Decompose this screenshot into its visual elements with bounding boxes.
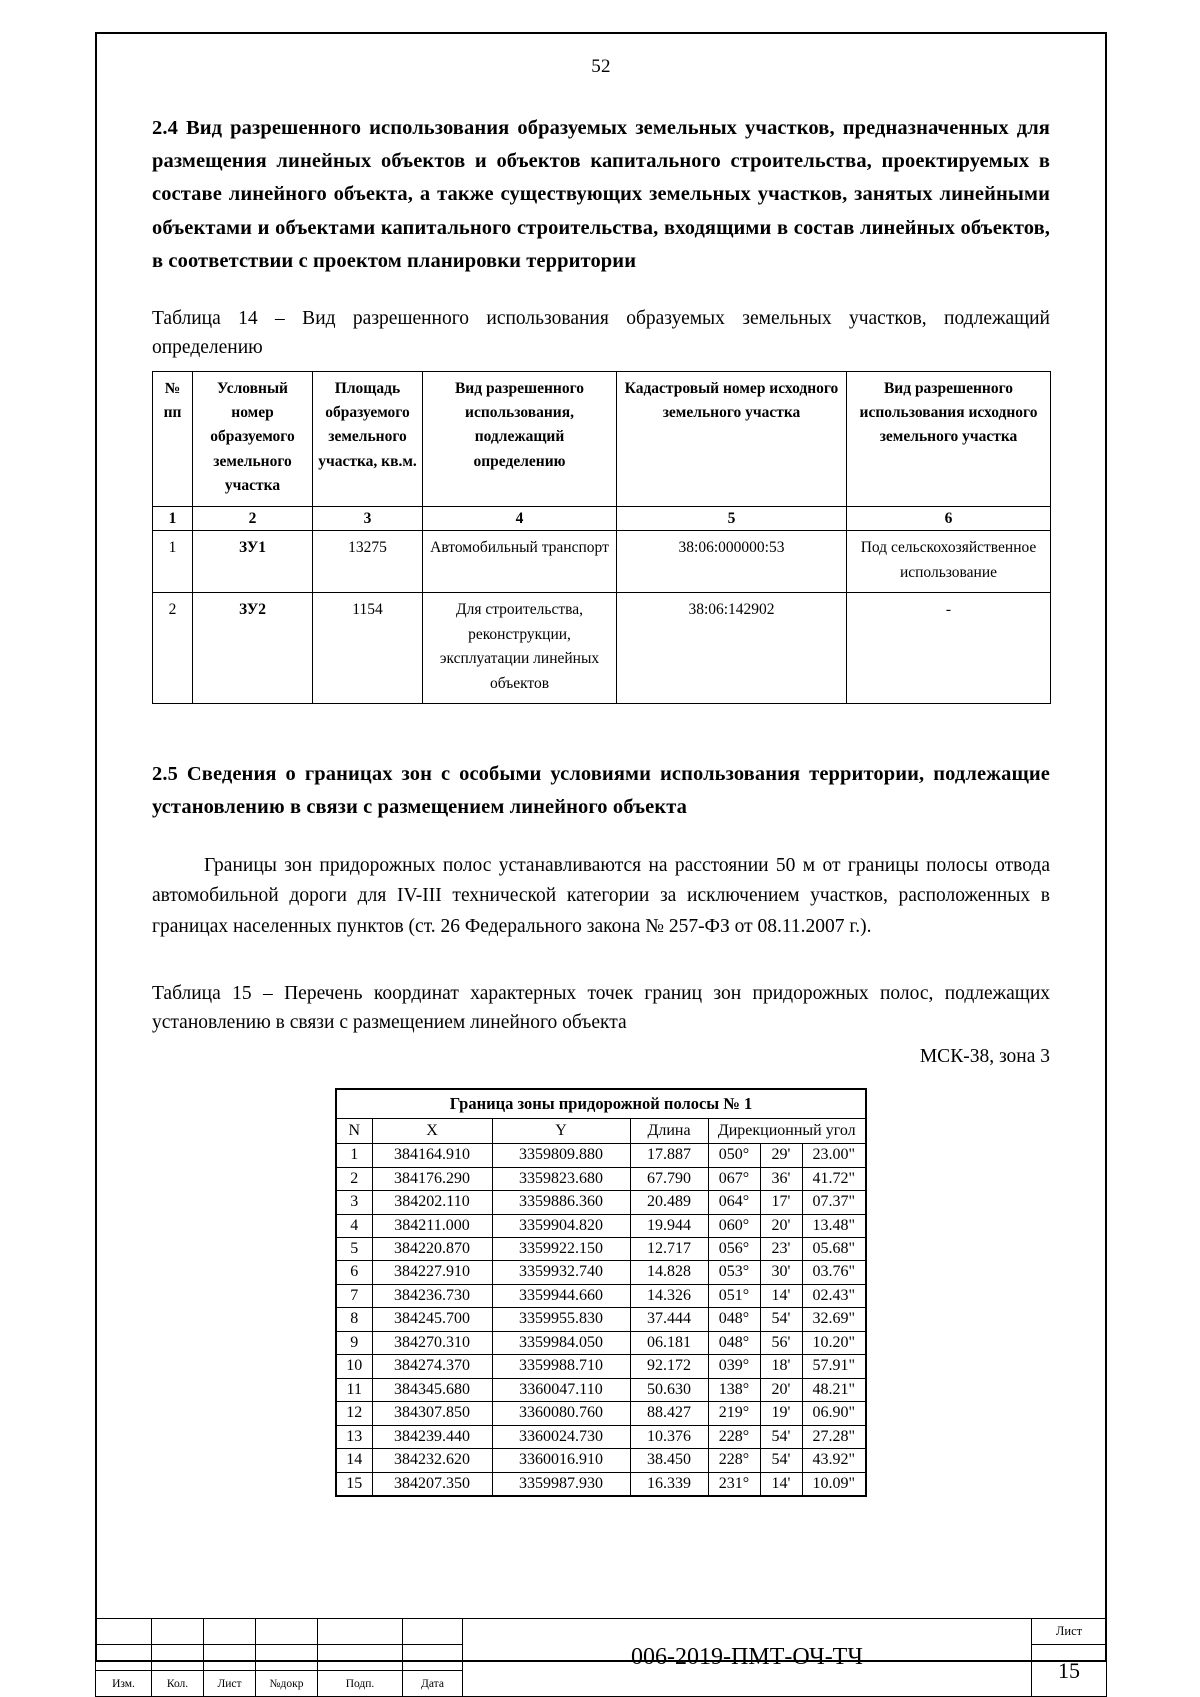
table-14-cell-cond-number: ЗУ1 <box>193 531 313 593</box>
cell-deg: 067° <box>708 1167 760 1190</box>
cell-deg: 053° <box>708 1261 760 1284</box>
cell-n: 7 <box>336 1284 372 1307</box>
section-2-4-heading: 2.4 Вид разрешенного использования образуемых земельных участков, предназначенных для размещения линейных объектов и объектов капитального строительства, проектируемых в составе линейного объекта, а также существующих земельных участков, занятых линейными объектами и объектами капитального строительства, входящими в состав линейных объектов, в соответствии с проектом планировки территории <box>152 117 1050 272</box>
cell-min: 54' <box>760 1449 802 1472</box>
table-row <box>336 1378 866 1401</box>
cell-y: 3360080.760 <box>492 1402 630 1425</box>
cell-x: 384211.000 <box>372 1214 492 1237</box>
cell-x: 384307.850 <box>372 1402 492 1425</box>
table-14-column-index: 4 <box>423 506 617 530</box>
sheet-number: 15 <box>1032 1645 1107 1697</box>
table-14-column-index: 2 <box>193 506 313 530</box>
cell-deg: 219° <box>708 1402 760 1425</box>
cell-n: 10 <box>336 1355 372 1378</box>
cell-x: 384164.910 <box>372 1144 492 1167</box>
table-row <box>336 1425 866 1448</box>
table-14-cell-area: 13275 <box>313 531 423 593</box>
table-15-header-row <box>336 1118 866 1143</box>
cell-min: 30' <box>760 1261 802 1284</box>
cell-min: 36' <box>760 1167 802 1190</box>
table-14-cell-cond-number: ЗУ2 <box>193 593 313 704</box>
cell-min: 14' <box>760 1284 802 1307</box>
stamp-col-kol: Кол. <box>152 1671 204 1697</box>
stamp-cell <box>152 1645 204 1671</box>
cell-sec: 03.76" <box>802 1261 866 1284</box>
table-14 <box>152 371 1051 705</box>
stamp-cell <box>256 1645 318 1671</box>
section-2-5-heading: 2.5 Сведения о границах зон с особыми условиями использования территории, подлежащие установлению в связи с размещением линейного объекта <box>152 763 1050 819</box>
cell-deg: 228° <box>708 1425 760 1448</box>
cell-len: 67.790 <box>630 1167 708 1190</box>
spacer <box>152 943 1050 979</box>
table-row <box>153 531 1051 593</box>
stamp-col-ndok: №докр <box>256 1671 318 1697</box>
cell-x: 384239.440 <box>372 1425 492 1448</box>
table-14-cell-cadastral-number: 38:06:142902 <box>617 593 847 704</box>
cell-y: 3359984.050 <box>492 1331 630 1354</box>
cell-sec: 48.21" <box>802 1378 866 1401</box>
cell-deg: 060° <box>708 1214 760 1237</box>
table-15-header-y: Y <box>492 1118 630 1143</box>
cell-sec: 10.20" <box>802 1331 866 1354</box>
stamp-cell <box>403 1619 463 1645</box>
cell-sec: 41.72" <box>802 1167 866 1190</box>
cell-sec: 07.37" <box>802 1191 866 1214</box>
cell-deg: 138° <box>708 1378 760 1401</box>
stamp-row-empty-1 <box>96 1619 1107 1645</box>
cell-deg: 048° <box>708 1308 760 1331</box>
table-14-numbering-row <box>153 506 1051 530</box>
spacer <box>152 1068 1050 1088</box>
cell-deg: 048° <box>708 1331 760 1354</box>
table-row <box>336 1261 866 1284</box>
cell-sec: 43.92" <box>802 1449 866 1472</box>
cell-deg: 039° <box>708 1355 760 1378</box>
cell-sec: 57.91" <box>802 1355 866 1378</box>
cell-sec: 32.69" <box>802 1308 866 1331</box>
table-row <box>336 1167 866 1190</box>
table-14-header-cell: Кадастровый номер исходного земельного участка <box>617 371 847 506</box>
table-row <box>336 1308 866 1331</box>
cell-y: 3360024.730 <box>492 1425 630 1448</box>
cell-n: 1 <box>336 1144 372 1167</box>
cell-n: 4 <box>336 1214 372 1237</box>
stamp-col-podp: Подп. <box>318 1671 403 1697</box>
cell-len: 10.376 <box>630 1425 708 1448</box>
table-15-caption: Таблица 15 – Перечень координат характерных точек границ зон придорожных полос, подлежащих установлению в связи с размещением линейного объекта <box>152 983 1050 1034</box>
cell-deg: 051° <box>708 1284 760 1307</box>
cell-n: 5 <box>336 1237 372 1260</box>
cell-x: 384227.910 <box>372 1261 492 1284</box>
table-15-title: Граница зоны придорожной полосы № 1 <box>336 1089 866 1119</box>
stamp-cell <box>204 1619 256 1645</box>
cell-min: 20' <box>760 1214 802 1237</box>
table-14-header-row <box>153 371 1051 506</box>
cell-y: 3359809.880 <box>492 1144 630 1167</box>
table-row <box>336 1144 866 1167</box>
table-15-body <box>336 1144 866 1497</box>
stamp-cell <box>318 1645 403 1671</box>
cell-len: 17.887 <box>630 1144 708 1167</box>
coordinate-system-label: МСК-38, зона 3 <box>919 1045 1050 1067</box>
table-row <box>336 1237 866 1260</box>
table-14-cell-area: 1154 <box>313 593 423 704</box>
cell-y: 3359987.930 <box>492 1472 630 1496</box>
cell-y: 3359944.660 <box>492 1284 630 1307</box>
table-14-cell-source-use: - <box>847 593 1051 704</box>
cell-n: 13 <box>336 1425 372 1448</box>
cell-y: 3359988.710 <box>492 1355 630 1378</box>
spacer <box>152 704 1050 758</box>
cell-len: 20.489 <box>630 1191 708 1214</box>
cell-n: 15 <box>336 1472 372 1496</box>
cell-min: 23' <box>760 1237 802 1260</box>
cell-min: 14' <box>760 1472 802 1496</box>
cell-len: 06.181 <box>630 1331 708 1354</box>
cell-x: 384232.620 <box>372 1449 492 1472</box>
cell-n: 8 <box>336 1308 372 1331</box>
stamp-cell <box>318 1619 403 1645</box>
cell-y: 3359886.360 <box>492 1191 630 1214</box>
cell-x: 384202.110 <box>372 1191 492 1214</box>
cell-min: 29' <box>760 1144 802 1167</box>
cell-x: 384220.870 <box>372 1237 492 1260</box>
stamp-col-data: Дата <box>403 1671 463 1697</box>
cell-y: 3359932.740 <box>492 1261 630 1284</box>
cell-len: 16.339 <box>630 1472 708 1496</box>
table-row <box>336 1355 866 1378</box>
table-row <box>336 1402 866 1425</box>
cell-y: 3359922.150 <box>492 1237 630 1260</box>
table-row <box>153 593 1051 704</box>
table-row <box>336 1449 866 1472</box>
cell-x: 384274.370 <box>372 1355 492 1378</box>
table-14-cell-np: 1 <box>153 531 193 593</box>
table-14-header-cell: Условный номер образуемого земельного участка <box>193 371 313 506</box>
stamp-cell <box>204 1645 256 1671</box>
cell-sec: 05.68" <box>802 1237 866 1260</box>
cell-n: 2 <box>336 1167 372 1190</box>
cell-min: 20' <box>760 1378 802 1401</box>
cell-n: 12 <box>336 1402 372 1425</box>
cell-min: 54' <box>760 1425 802 1448</box>
cell-n: 3 <box>336 1191 372 1214</box>
table-15-title-row <box>336 1089 866 1119</box>
table-14-cell-source-use: Под сельскохозяйственное использование <box>847 531 1051 593</box>
table-14-caption: Таблица 14 – Вид разрешенного использования образуемых земельных участков, подлежащий определению <box>152 308 1050 359</box>
stamp-cell <box>96 1619 152 1645</box>
table-14-cell-cadastral-number: 38:06:000000:53 <box>617 531 847 593</box>
cell-sec: 13.48" <box>802 1214 866 1237</box>
stamp-cell <box>152 1619 204 1645</box>
table-14-column-index: 6 <box>847 506 1051 530</box>
table-14-header-cell: Вид разрешенного использования исходного земельного участка <box>847 371 1051 506</box>
cell-len: 12.717 <box>630 1237 708 1260</box>
stamp-col-izm: Изм. <box>96 1671 152 1697</box>
table-row <box>336 1331 866 1354</box>
cell-y: 3359823.680 <box>492 1167 630 1190</box>
cell-sec: 23.00" <box>802 1144 866 1167</box>
cell-x: 384176.290 <box>372 1167 492 1190</box>
table-14-cell-permitted-use: Автомобильный транспорт <box>423 531 617 593</box>
cell-n: 14 <box>336 1449 372 1472</box>
table-14-header-cell: № пп <box>153 371 193 506</box>
table-14-cell-permitted-use: Для строительства, реконструкции, эксплуатации линейных объектов <box>423 593 617 704</box>
cell-len: 88.427 <box>630 1402 708 1425</box>
cell-min: 19' <box>760 1402 802 1425</box>
stamp-cell <box>256 1619 318 1645</box>
cell-n: 6 <box>336 1261 372 1284</box>
table-row <box>336 1214 866 1237</box>
table-row <box>336 1472 866 1496</box>
cell-len: 50.630 <box>630 1378 708 1401</box>
table-14-column-index: 5 <box>617 506 847 530</box>
cell-sec: 10.09" <box>802 1472 866 1496</box>
cell-sec: 02.43" <box>802 1284 866 1307</box>
cell-x: 384236.730 <box>372 1284 492 1307</box>
stamp-cell <box>96 1645 152 1671</box>
cell-min: 56' <box>760 1331 802 1354</box>
table-15 <box>335 1088 867 1498</box>
page-content <box>152 56 1050 1497</box>
cell-deg: 231° <box>708 1472 760 1496</box>
cell-len: 38.450 <box>630 1449 708 1472</box>
cell-min: 18' <box>760 1355 802 1378</box>
page-number: 52 <box>591 56 611 77</box>
table-15-container <box>152 1088 1050 1498</box>
cell-y: 3359904.820 <box>492 1214 630 1237</box>
stamp-cell <box>403 1645 463 1671</box>
cell-y: 3359955.830 <box>492 1308 630 1331</box>
cell-deg: 056° <box>708 1237 760 1260</box>
cell-deg: 064° <box>708 1191 760 1214</box>
sheet-label: Лист <box>1032 1619 1107 1645</box>
table-row <box>336 1284 866 1307</box>
cell-y: 3360047.110 <box>492 1378 630 1401</box>
table-14-column-index: 3 <box>313 506 423 530</box>
table-14-header-cell: Площадь образуемого земельного участка, кв.м. <box>313 371 423 506</box>
table-15-header-n: N <box>336 1118 372 1143</box>
stamp-col-list: Лист <box>204 1671 256 1697</box>
table-15-header-x: X <box>372 1118 492 1143</box>
table-row <box>336 1191 866 1214</box>
cell-deg: 050° <box>708 1144 760 1167</box>
table-14-column-index: 1 <box>153 506 193 530</box>
table-15-header-length: Длина <box>630 1118 708 1143</box>
cell-len: 37.444 <box>630 1308 708 1331</box>
cell-deg: 228° <box>708 1449 760 1472</box>
cell-n: 11 <box>336 1378 372 1401</box>
title-block-stamp <box>95 1618 1107 1697</box>
document-code: 006-2019-ПМТ-ОЧ-ТЧ <box>463 1619 1032 1697</box>
cell-sec: 27.28" <box>802 1425 866 1448</box>
cell-x: 384270.310 <box>372 1331 492 1354</box>
cell-n: 9 <box>336 1331 372 1354</box>
section-2-5-paragraph: Границы зон придорожных полос устанавливаются на расстоянии 50 м от границы полосы отвода автомобильной дороги для IV-III технической категории за исключением участков, расположенных в границах населенных пунктов (ст. 26 Федерального закона № 257-ФЗ от 08.11.2007 г.). <box>152 854 1050 938</box>
cell-y: 3360016.910 <box>492 1449 630 1472</box>
cell-sec: 06.90" <box>802 1402 866 1425</box>
cell-len: 14.828 <box>630 1261 708 1284</box>
cell-x: 384207.350 <box>372 1472 492 1496</box>
cell-len: 14.326 <box>630 1284 708 1307</box>
cell-x: 384245.700 <box>372 1308 492 1331</box>
table-14-cell-np: 2 <box>153 593 193 704</box>
table-14-header-cell: Вид разрешенного использования, подлежащий определению <box>423 371 617 506</box>
cell-x: 384345.680 <box>372 1378 492 1401</box>
cell-len: 19.944 <box>630 1214 708 1237</box>
cell-min: 17' <box>760 1191 802 1214</box>
cell-min: 54' <box>760 1308 802 1331</box>
cell-len: 92.172 <box>630 1355 708 1378</box>
table-15-header-direction-angle: Дирекционный угол <box>708 1118 866 1143</box>
